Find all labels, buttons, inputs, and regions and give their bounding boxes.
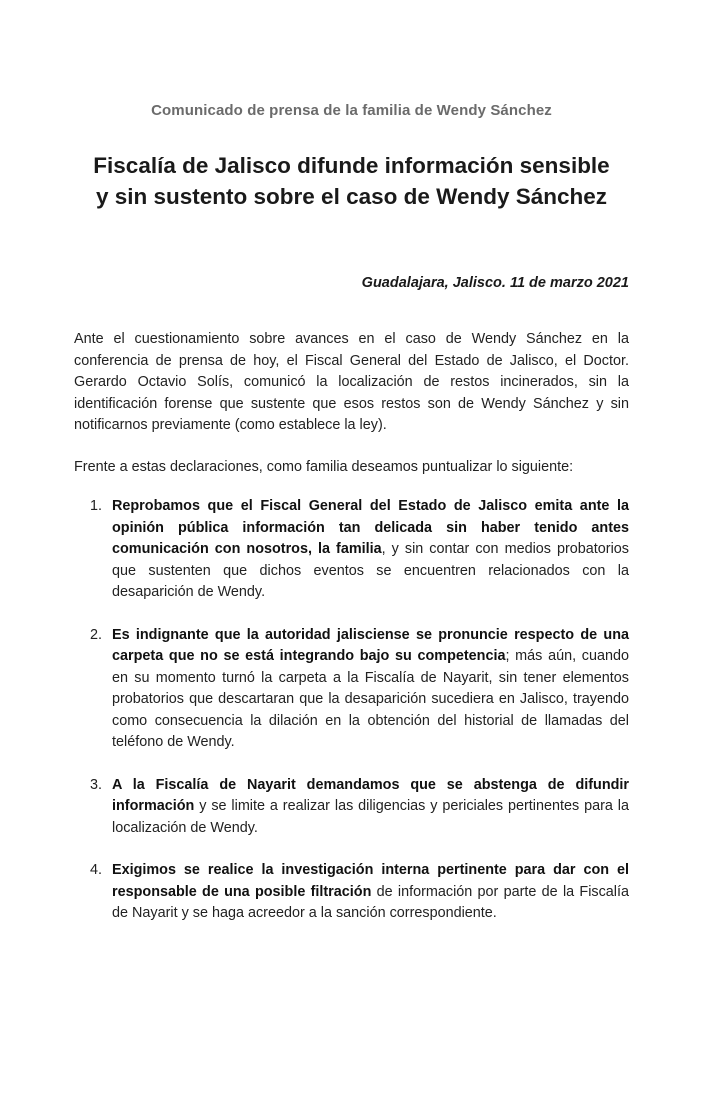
list-item <box>74 860 629 925</box>
list-item-number: 4. <box>90 862 103 878</box>
list-item-regular-text: de información por parte de la Fiscalía de Nayarit y se haga acreedor a la sanción correspondiente. <box>112 883 629 921</box>
list-item-text <box>112 625 629 754</box>
list-item-regular-text: , y sin contar con medios probatorios que sustenten que dichos eventos se encuentren relacionados con la desaparición de Wendy. <box>112 541 629 600</box>
list-item <box>74 625 629 754</box>
list-item-bold-text: A la Fiscalía de Nayarit demandamos que se abstenga de difundir información <box>112 776 629 814</box>
list-item-bold-text: Reprobamos que el Fiscal General del Estado de Jalisco emita ante la opinión pública información tan delicada sin haber tenido antes comunicación con nosotros, la familia <box>112 498 629 557</box>
statement-lead-in: Frente a estas declaraciones, como familia deseamos puntualizar lo siguiente: <box>74 458 574 475</box>
list-item-number: 1. <box>90 498 103 514</box>
list-item <box>74 775 629 840</box>
list-item-text <box>112 775 629 840</box>
dateline: Guadalajara, Jalisco. 11 de marzo 2021 <box>361 275 629 291</box>
list-item <box>74 496 629 604</box>
list-item-regular-text: y se limite a realizar las diligencias y periciales pertinentes para la localización de Wendy. <box>112 798 629 836</box>
list-item-bold-text: Exigimos se realice la investigación interna pertinente para dar con el responsable de una posible filtración <box>112 862 629 900</box>
document-page <box>0 102 709 1102</box>
headline-line-2: y sin sustento sobre el caso de Wendy Sánchez <box>96 184 607 209</box>
demands-list <box>74 496 629 925</box>
list-item-bold-text: Es indignante que la autoridad jalisciense se pronuncie respecto de una carpeta que no se está integrando bajo su competencia <box>112 626 629 664</box>
list-item-text <box>112 496 629 604</box>
press-release-subtitle: Comunicado de prensa de la familia de Wendy Sánchez <box>151 102 552 119</box>
headline <box>74 150 629 212</box>
intro-paragraph: Ante el cuestionamiento sobre avances en el caso de Wendy Sánchez en la conferencia de prensa de hoy, el Fiscal General del Estado de Jalisco, el Doctor. Gerardo Octavio Solís, comunicó la localización de restos incinerados, sin la identificación forense que sustente que esos restos son de Wendy Sánchez y sin notificarnos previamente (como establece la ley). <box>74 331 629 433</box>
list-item-regular-text: ; más aún, cuando en su momento turnó la carpeta a la Fiscalía de Nayarit, sin tener elementos probatorios que descartaran que la desaparición sucediera en Jalisco, trayendo como consecuencia la dilación en la obtención del historial de llamadas del teléfono de Wendy. <box>112 648 629 750</box>
list-item-number: 3. <box>90 776 103 793</box>
list-item-text <box>112 860 629 925</box>
list-item-number: 2. <box>90 626 103 643</box>
headline-line-1: Fiscalía de Jalisco difunde información sensible <box>93 153 610 178</box>
